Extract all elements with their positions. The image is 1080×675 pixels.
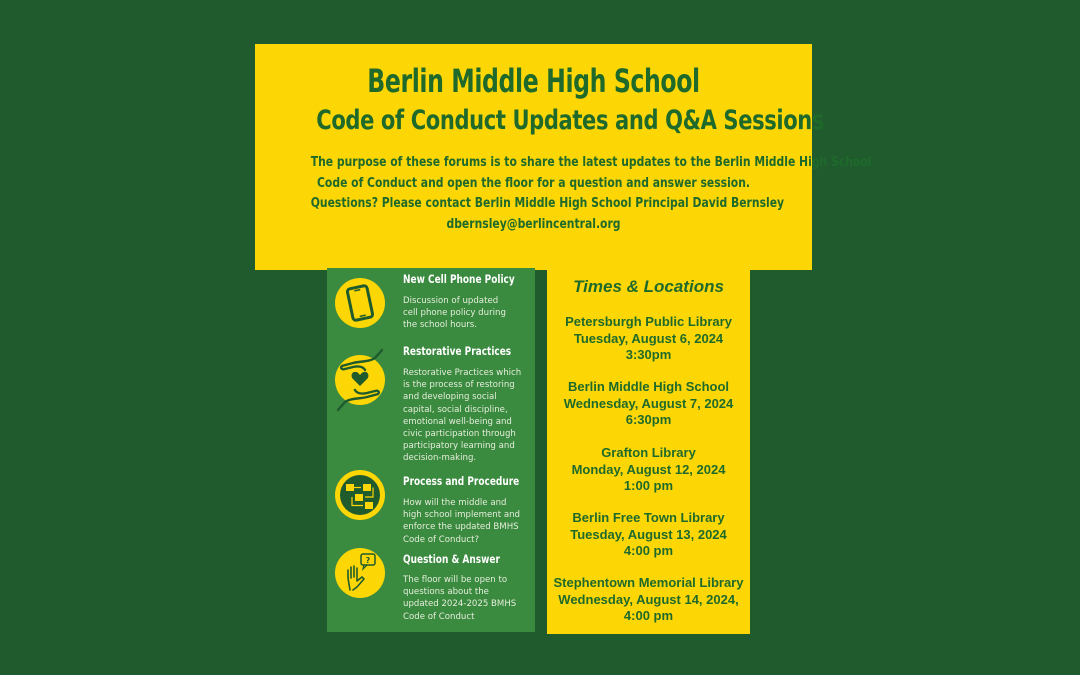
smartphone-icon — [335, 278, 385, 328]
topic-title: Restorative Practices — [403, 344, 512, 358]
text-line: is the process of restoring — [403, 380, 515, 391]
header-banner — [255, 44, 872, 270]
session-item — [547, 575, 750, 625]
topic-title: Process and Procedure — [403, 474, 520, 488]
text-line: The floor will be open to — [403, 575, 508, 585]
description-line: Questions? Please contact Berlin Middle High School Principal David Bernsley — [310, 195, 785, 211]
session-date: Monday, August 12, 2024 — [571, 461, 726, 477]
session-date: Wednesday, August 7, 2024 — [563, 395, 734, 411]
session-time: 3:30pm — [625, 347, 672, 362]
session-item — [547, 379, 750, 429]
topic-description — [403, 497, 533, 546]
text-line: decision-making. — [403, 453, 477, 464]
session-location: Berlin Free Town Library — [572, 510, 725, 525]
text-line: updated 2024-2025 BMHS — [403, 599, 517, 610]
process-flow-icon — [335, 470, 385, 520]
text-line: How will the middle and — [403, 498, 507, 508]
session-time: 6:30pm — [625, 412, 672, 427]
event-title: Code of Conduct Updates and Q&A Sessions — [316, 105, 825, 136]
session-item — [547, 314, 750, 364]
topic-description — [403, 367, 533, 465]
session-item — [547, 445, 750, 495]
session-location: Petersburgh Public Library — [565, 314, 732, 329]
text-line: emotional well-being and — [403, 416, 512, 427]
text-line: Code of Conduct — [403, 611, 475, 622]
session-time: 4:00 pm — [623, 543, 674, 558]
session-date: Wednesday, August 14, 2024, — [558, 591, 739, 607]
raised-hand-question-icon — [335, 548, 385, 598]
text-line: cell phone policy during — [403, 308, 506, 319]
description-line: The purpose of these forums is to share the latest updates to the Berlin Middle High School — [310, 154, 872, 170]
text-line: enforce the updated BMHS — [403, 522, 519, 533]
text-line: and developing social — [403, 392, 497, 403]
session-date: Tuesday, August 13, 2024 — [570, 526, 727, 542]
text-line: the school hours. — [403, 320, 478, 331]
text-line: Restorative Practices which — [403, 368, 522, 378]
session-item — [547, 510, 750, 560]
text-line: civic participation through — [403, 429, 516, 440]
text-line: Code of Conduct? — [403, 534, 480, 545]
text-line: questions about the — [403, 587, 489, 598]
topic-title: New Cell Phone Policy — [403, 272, 515, 286]
text-line: capital, social discipline, — [403, 404, 508, 415]
text-line: participatory learning and — [403, 441, 515, 452]
text-line: Discussion of updated — [403, 296, 499, 306]
session-time: 1:00 pm — [623, 478, 674, 493]
session-date: Tuesday, August 6, 2024 — [573, 330, 724, 346]
school-title: Berlin Middle High School — [367, 62, 700, 100]
session-location: Stephentown Memorial Library — [553, 575, 744, 590]
session-location: Berlin Middle High School — [567, 379, 730, 394]
svg-text:?: ? — [365, 556, 371, 565]
hands-heart-icon — [335, 344, 385, 416]
times-title: Times & Locations — [573, 277, 724, 296]
topic-description — [403, 574, 533, 623]
session-time: 4:00 pm — [623, 608, 674, 623]
contact-email[interactable]: dbernsley@berlincentral.org — [446, 215, 621, 232]
event-description — [310, 152, 872, 234]
topic-title: Question & Answer — [403, 552, 500, 566]
description-line: Code of Conduct and open the floor for a question and answer session. — [316, 174, 751, 191]
topics-panel — [327, 268, 535, 632]
topic-description — [403, 295, 533, 332]
times-locations-panel — [547, 268, 750, 634]
text-line: high school implement and — [403, 510, 521, 521]
session-location: Grafton Library — [601, 445, 696, 460]
